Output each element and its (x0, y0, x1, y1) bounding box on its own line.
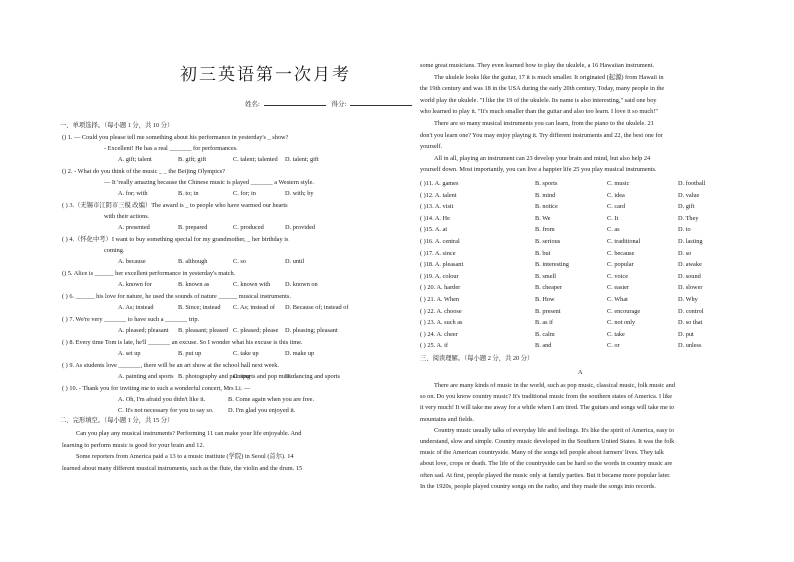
answer-option: A. presented (118, 224, 150, 231)
cloze-paragraph-line: world play the ukulele. "I like the 19 of the ukulele. Its name is also interesting," said one boy (420, 96, 657, 104)
cloze-paragraph-line: learning to perform music is good for your brain and 12. (62, 441, 205, 449)
reading-paragraph-line: In the 1920s, people played country songs on the radio, and they made the songs into records. (420, 482, 656, 490)
cloze-option: ( ) 23. A. such as (420, 319, 463, 327)
cloze-option: D. lasting (678, 238, 703, 245)
question-continuation: with their actions. (104, 213, 150, 220)
cloze-option: B. as if (535, 319, 554, 327)
cloze-option: D. so (678, 249, 692, 257)
cloze-option: B. cheaper (535, 284, 562, 292)
answer-option: B. put up (178, 350, 202, 357)
reading-paragraph-line: so on. Do you know country music? It's traditional music from the southern states of America. I like (420, 393, 673, 401)
cloze-option: B. smell (535, 272, 556, 280)
cloze-paragraph-line: yourself. (420, 143, 443, 151)
cloze-option: C. It (607, 214, 619, 222)
cloze-option: ( )15. A. at (420, 226, 448, 234)
page-title: 初三英语第一次月考 (180, 65, 351, 85)
reading-paragraph-line: music of the American countryside. Many of the songs tell people about farmers' lives. They talk (420, 449, 664, 457)
cloze-option: D. football (678, 180, 706, 187)
question-stem: () 5. Alice is ______ her excellent performance in yesterday's match. (62, 270, 236, 277)
reading-paragraph-line: Country music usually talks of everyday life and feelings. It's like the spirit of America, easy to (434, 426, 675, 434)
question-stem: ( ) 6. ______ his love for nature, he used the sounds of nature ______ musical instruments. (62, 293, 291, 300)
answer-option: A. known for (118, 281, 152, 288)
answer-option: B. photography and painting (178, 373, 251, 380)
reading-paragraph-line: about love, crops or death. The life of the countryside can be hard so the words in country music are (420, 460, 673, 468)
cloze-option: ( )18. A. pleasant (420, 261, 464, 269)
answer-option: A. pleased; pleasant (118, 327, 169, 334)
answer-option: D. I'm glad you enjoyed it. (228, 407, 296, 414)
cloze-option: D. Why (678, 296, 698, 303)
question-stem: ( ) 9. As students love _______, there will be an art show at the school hall next week. (62, 362, 280, 369)
cloze-option: D. slower (678, 284, 703, 292)
cloze-option: D. gift (678, 203, 695, 211)
answer-option: C. produced (233, 224, 264, 231)
cloze-paragraph-line: some great musicians. They even learned how to play the ukulele, a 16 Hawaiian instrument. (420, 62, 655, 69)
cloze-option: C. or (607, 342, 620, 350)
cloze-option: D. to (678, 226, 691, 234)
answer-option: C. so (233, 258, 246, 265)
name-score-line (245, 99, 416, 108)
answer-option: D. provided (285, 224, 316, 231)
cloze-option: D. They (678, 214, 699, 222)
answer-option: A. Oh, I'm afraid you didn't like it. (118, 396, 206, 403)
reading-paragraph-line: it very much! It will take me away for a while when I am tired. The guitars and songs will take me to (420, 404, 675, 412)
answer-option: D. pleasing; pleasant (285, 327, 338, 334)
answer-option: B. Come again when you are free. (228, 396, 315, 403)
cloze-option: B. from (535, 226, 555, 234)
cloze-option: B. We (535, 214, 551, 222)
cloze-option: B. but (535, 249, 551, 257)
cloze-option: B. How (535, 296, 555, 303)
question-continuation: coming. (104, 247, 125, 254)
cloze-option: ( )11. A. games (420, 180, 459, 187)
cloze-option: B. interesting (535, 261, 569, 269)
cloze-option: B. serious (535, 238, 561, 245)
cloze-option: C. music (607, 180, 630, 187)
cloze-option: B. notice (535, 203, 558, 211)
cloze-option: ( )17. A. since (420, 249, 456, 257)
cloze-paragraph-line: don't you learn one? You may enjoy playing it. Try different instruments and 22, the best one for (420, 131, 663, 139)
cloze-option: C. voice (607, 272, 628, 280)
answer-option: C. sports and pop music (233, 373, 294, 380)
cloze-option: C. traditional (607, 238, 641, 245)
cloze-option: C. as (607, 226, 620, 234)
answer-option: D. dancing and sports (285, 373, 340, 380)
answer-option: C. It's not necessary for you to say so. (118, 407, 214, 414)
cloze-paragraph-line: Can you play any musical instruments? Performing 11 can make your life enjoyable. And (76, 430, 302, 437)
cloze-option: C. card (607, 203, 626, 211)
cloze-paragraph-line: the 19th century and was 18 in the USA during the early 20th century. Today, many people in the (420, 85, 665, 93)
cloze-paragraph-line: There are so many musical instruments you can learn, from the piano to the ukulele. 21 (434, 120, 654, 127)
score-blank[interactable] (350, 99, 412, 106)
answer-option: D. make up (285, 350, 315, 357)
cloze-option: C. because (607, 249, 635, 257)
cloze-paragraph-line: who learned to play it. "It's much smaller than the guitar and also too learn. I love it so much!" (420, 108, 658, 116)
answer-option: A. gift; talent (118, 156, 152, 163)
cloze-option: B. mind (535, 191, 556, 199)
answer-option: B. to; in (178, 190, 199, 197)
cloze-option: B. calm (535, 330, 555, 338)
answer-option: C. talent; talented (233, 156, 278, 163)
cloze-option: C. What (607, 296, 628, 303)
question-continuation: — It 'really amazing because the Chinese music is played _______ a Western style. (104, 179, 314, 186)
answer-option: D. with; by (285, 190, 314, 197)
answer-option: C. pleased; please (233, 327, 279, 334)
answer-option: B. known as (178, 281, 210, 288)
cloze-option: ( ) 24. A. cheer (420, 330, 458, 338)
cloze-option: ( )14. A. He (420, 214, 450, 222)
cloze-option: C. not only (607, 319, 636, 327)
cloze-option: D. value (678, 191, 700, 199)
score-label: 得分: (331, 101, 347, 108)
reading-paragraph-line: There are many kinds of music in the world, such as pop music, classical music, folk music and (434, 382, 675, 389)
section-2-heading: 二、完形填空。（每小题 1 分，共 15 分） (60, 417, 174, 424)
answer-option: A. for; with (118, 190, 148, 197)
cloze-option: ( )12. A. talent (420, 191, 457, 199)
cloze-option: ( ) 25. A. if (420, 342, 448, 350)
answer-option: A. As; instead (118, 304, 154, 311)
cloze-option: ( )19. A. colour (420, 272, 459, 280)
cloze-option: D. unless (678, 342, 702, 350)
cloze-paragraph-line: learned about many different musical instruments, such as the flute, the violin and the drum. 15 (62, 464, 303, 472)
answer-option: B. prepared (178, 224, 208, 231)
answer-option: C. take up (233, 350, 259, 357)
cloze-option: C. encourage (607, 307, 641, 315)
reading-paragraph-line: often sad. At first, people played the music only at family parties. But it became more popular later. (420, 471, 671, 479)
question-stem: ( ) 3.（无锡市江阴市三模 改编）The award is _ to people who have warmed our hearts (62, 202, 288, 209)
cloze-option: B. and (535, 342, 552, 350)
answer-option: A. because (118, 258, 146, 265)
cloze-paragraph-line: The ukulele looks like the guitar, 17 it is much smaller. It originated (起源) from Hawaii in (434, 73, 664, 81)
question-stem: () 1. — Could you please tell me something about his performance in yesterday's _ show? (62, 134, 289, 141)
answer-option: B. although (178, 258, 208, 265)
cloze-option: ( ) 20. A. harder (420, 284, 461, 292)
answer-option: C. for; in (233, 190, 256, 197)
cloze-option: D. control (678, 307, 704, 315)
cloze-option: ( ) 22. A. choose (420, 307, 462, 315)
question-continuation: - Excellent! He has a real _______ for performances. (104, 145, 238, 152)
answer-option: D. talent; gift (285, 156, 319, 163)
question-stem: ( ) 8. Every time Tom is late, he'll _______ an excuse. So I wonder what his excuse is this time. (62, 339, 303, 346)
section-3-heading: 三、阅读理解。（每小题 2 分，共 20 分） (420, 355, 534, 362)
name-blank[interactable] (264, 99, 326, 106)
cloze-option: ( ) 21. A. When (420, 296, 460, 303)
cloze-option: ( )16. A. central (420, 238, 460, 245)
cloze-option: C. take (607, 330, 625, 338)
question-stem: ( ) 10. - Thank you for inviting me to such a wonderful concert, Mrs Li. — (62, 385, 251, 392)
cloze-paragraph-line: Some reporters from America paid a 13 to a music institute (学院) in Seoul (首尔). 14 (76, 453, 294, 460)
answer-option: A. painting and sports (118, 373, 174, 380)
reading-part-label: A (578, 369, 583, 376)
cloze-option: B. present (535, 307, 561, 315)
cloze-option: B. sports (535, 180, 558, 187)
cloze-paragraph-line: yourself down. Most importantly, you can live a happier life 25 you play musical instruments. (420, 166, 657, 174)
answer-option: C. known with (233, 281, 271, 288)
answer-option: B. pleasant; pleased (178, 327, 229, 334)
cloze-option: C. popular (607, 261, 634, 269)
cloze-option: ( )13. A. visit (420, 203, 454, 211)
name-label: 姓名: (245, 101, 260, 108)
question-stem: ( ) 4.（怀化中考）I want to buy something special for my grandmother, _ her birthday is (62, 236, 289, 243)
cloze-option: C. easier (607, 284, 630, 292)
answer-option: C. As; instead of (233, 304, 275, 311)
answer-option: D. Because of; instead of (285, 304, 349, 311)
cloze-paragraph-line: All in all, playing an instrument can 23 develop your brain and mind, but also help 24 (434, 154, 651, 162)
answer-option: B. Since; instead (178, 304, 221, 311)
cloze-option: D. sound (678, 272, 701, 280)
answer-option: D. until (285, 258, 305, 265)
answer-option: A. set up (118, 350, 141, 357)
answer-option: D. known on (285, 281, 318, 288)
question-stem: () 2. - What do you think of the music _ _ the Beijing Olympics? (62, 168, 226, 175)
cloze-option: D. so that (678, 319, 703, 327)
cloze-option: C. idea (607, 191, 625, 199)
cloze-option: D. awake (678, 261, 702, 269)
question-stem: ( ) 7. We're very _______ to have such a _______ trip. (62, 316, 200, 323)
reading-paragraph-line: understand, slow and simple. Country music developed in the Southern United States. It was the folk (420, 438, 675, 445)
answer-option: B. gift; gift (178, 156, 207, 163)
cloze-option: D. put (678, 330, 694, 338)
reading-paragraph-line: mountains and fields. (420, 415, 475, 423)
section-1-heading: 一、单项选择。（每小题 1 分，共 10 分） (60, 122, 174, 129)
